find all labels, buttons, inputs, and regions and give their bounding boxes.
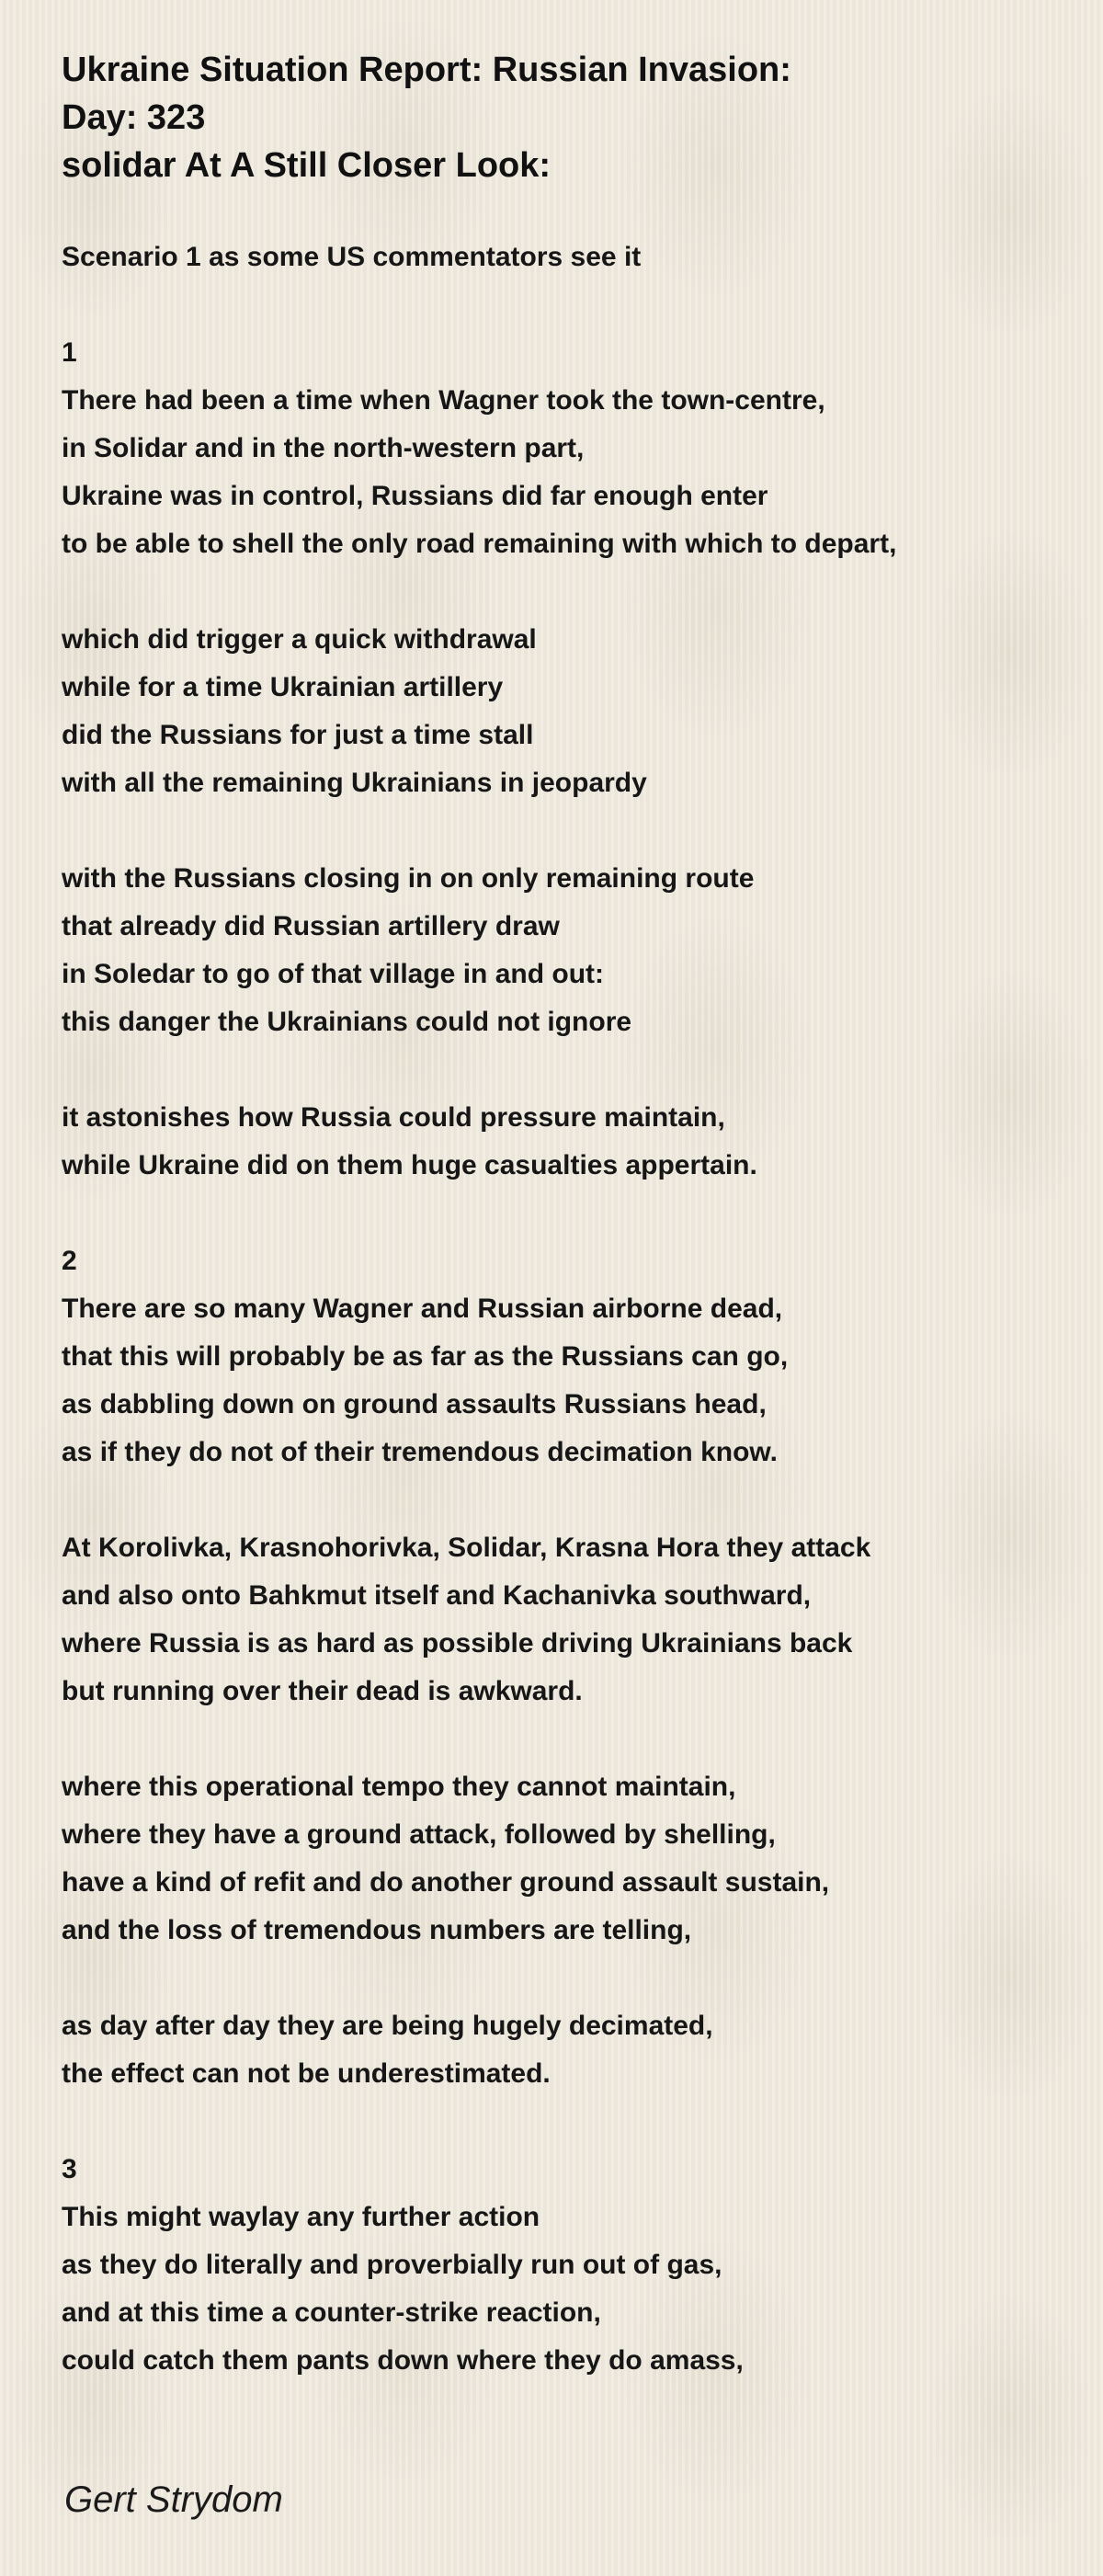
poem-line: 1 bbox=[62, 337, 77, 368]
poem-line: Scenario 1 as some US commentators see it bbox=[62, 242, 642, 272]
poem-line: that already did Russian artillery draw bbox=[62, 911, 560, 941]
poem-line: as if they do not of their tremendous decimation know. bbox=[62, 1437, 778, 1467]
poem-line: There are so many Wagner and Russian airborne dead, bbox=[62, 1294, 783, 1324]
poem-line: it astonishes how Russia could pressure maintain, bbox=[62, 1102, 725, 1133]
poem-line: that this will probably be as far as the Russians can go, bbox=[62, 1341, 789, 1372]
poem-line: with all the remaining Ukrainians in jeopardy bbox=[62, 768, 647, 798]
stanza-break bbox=[62, 807, 1054, 855]
poem-line: and at this time a counter-strike reaction, bbox=[62, 2297, 601, 2328]
poem-line: as dabbling down on ground assaults Russians head, bbox=[62, 1389, 767, 1419]
stanza-break bbox=[62, 2098, 1054, 2146]
poem-title bbox=[62, 46, 791, 189]
poem-line: where this operational tempo they cannot maintain, bbox=[62, 1772, 736, 1802]
stanza-break bbox=[62, 281, 1054, 329]
poem-line: while Ukraine did on them huge casualties appertain. bbox=[62, 1150, 757, 1180]
stanza-break bbox=[62, 1955, 1054, 2002]
poem-line: this danger the Ukrainians could not ignore bbox=[62, 1007, 632, 1037]
poem-line: in Soledar to go of that village in and out: bbox=[62, 959, 604, 989]
poem-line: but running over their dead is awkward. bbox=[62, 1676, 583, 1706]
poem-title-line: Ukraine Situation Report: Russian Invasion: bbox=[62, 51, 791, 89]
poem-title-line: Day: 323 bbox=[62, 98, 206, 137]
poem-line: At Korolivka, Krasnohorivka, Solidar, Krasna Hora they attack bbox=[62, 1533, 871, 1563]
poem-line: 3 bbox=[62, 2154, 77, 2184]
author-signature: Gert Strydom bbox=[64, 2479, 283, 2520]
poem-line: There had been a time when Wagner took the town-centre, bbox=[62, 385, 825, 416]
poem-line: 2 bbox=[62, 1246, 77, 1276]
poem-body bbox=[62, 234, 1054, 2385]
poem-line: and also onto Bahkmut itself and Kachanivka southward, bbox=[62, 1580, 812, 1611]
stanza-break bbox=[62, 1190, 1054, 1237]
poem-line: where Russia is as hard as possible driving Ukrainians back bbox=[62, 1628, 853, 1658]
poem-line: as day after day they are being hugely decimated, bbox=[62, 2011, 713, 2041]
poem-line: while for a time Ukrainian artillery bbox=[62, 672, 504, 702]
poem-title-line: solidar At A Still Closer Look: bbox=[62, 146, 552, 185]
stanza-break bbox=[62, 568, 1054, 616]
poem-line: have a kind of refit and do another ground assault sustain, bbox=[62, 1867, 830, 1898]
poem-line: with the Russians closing in on only remaining route bbox=[62, 863, 755, 894]
poem-line: in Solidar and in the north-western part, bbox=[62, 433, 585, 463]
poem-line: This might waylay any further action bbox=[62, 2202, 540, 2232]
poem-line: could catch them pants down where they do amass, bbox=[62, 2345, 744, 2376]
poem-line: did the Russians for just a time stall bbox=[62, 720, 534, 750]
poem-line: Ukraine was in control, Russians did far enough enter bbox=[62, 481, 768, 511]
stanza-break bbox=[62, 1046, 1054, 1094]
poem-line: which did trigger a quick withdrawal bbox=[62, 624, 537, 655]
poem-line: as they do literally and proverbially run out of gas, bbox=[62, 2250, 722, 2280]
poem-line: to be able to shell the only road remaining with which to depart, bbox=[62, 529, 897, 559]
stanza-break bbox=[62, 1476, 1054, 1524]
poem-line: where they have a ground attack, followed by shelling, bbox=[62, 1819, 776, 1850]
stanza-break bbox=[62, 1715, 1054, 1763]
poem-line: the effect can not be underestimated. bbox=[62, 2058, 551, 2089]
poem-line: and the loss of tremendous numbers are telling, bbox=[62, 1915, 692, 1945]
